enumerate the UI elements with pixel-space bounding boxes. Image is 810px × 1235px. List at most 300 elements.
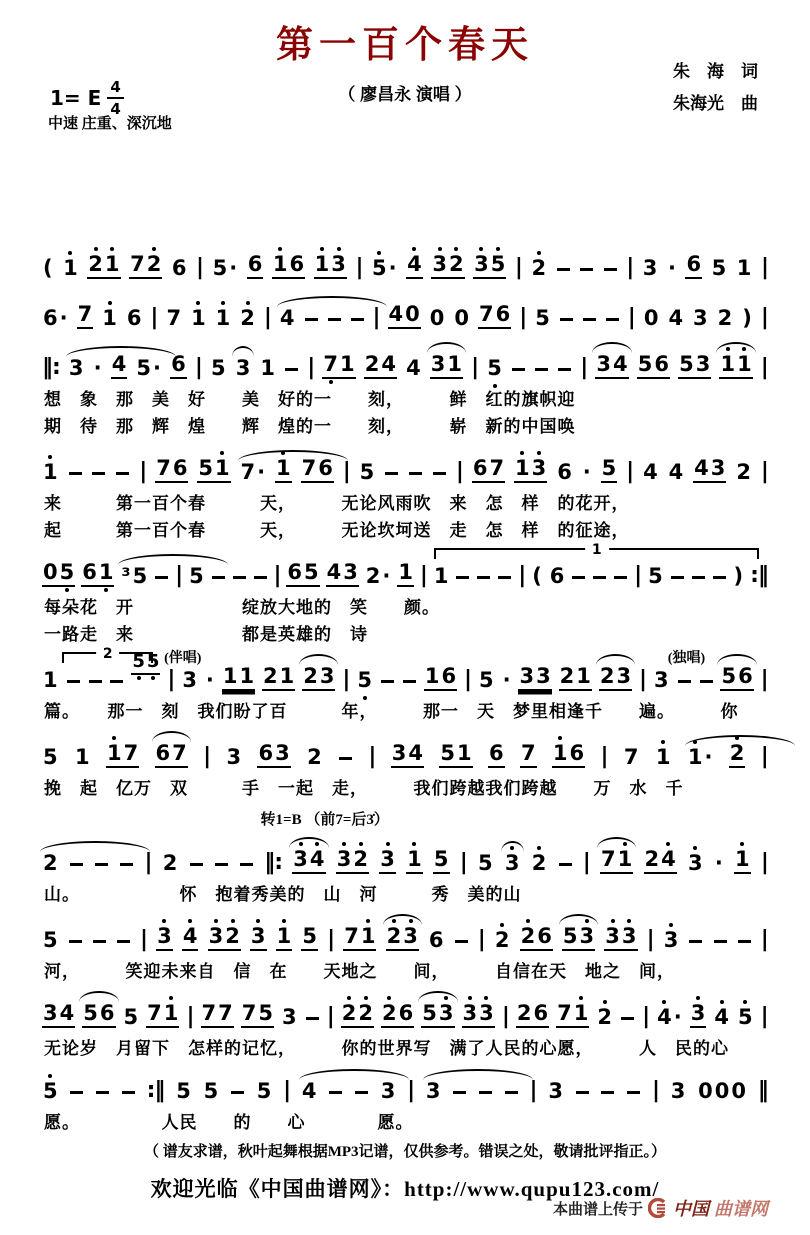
watermark [553,1195,768,1221]
note-token [201,1003,234,1028]
dash-mark [329,1091,342,1095]
performer-line: （ 廖昌永 演唱 ） [338,85,472,104]
note-digit: 5 [132,651,145,672]
note-digit: 6 [686,252,702,276]
credits [673,56,758,120]
note-token [516,1003,549,1028]
note-token [486,358,503,379]
note-token [68,358,85,379]
note-token [502,670,512,691]
lyric-line: 河， 笑迎未来自 信 在 天地之 间， 自信在天 地之 间， [44,962,675,981]
note-token [256,1081,273,1102]
barline: | [529,1078,537,1103]
note-token [326,562,359,587]
note-token [454,940,469,952]
note-digit: 3 [250,924,266,948]
note-token [74,747,91,768]
note-digit: 1 [447,352,463,376]
lyric-line: 来 第一百个春 天， 无论风雨吹 来 怎 样 的花开， [44,494,630,513]
dash-mark [381,680,394,684]
notation-line [40,986,770,1033]
note-token [165,308,182,329]
note-digit: 6 [533,1001,549,1025]
note-token [699,680,714,692]
note-token [402,680,417,692]
note-token [359,462,376,483]
note-digit: 4 [406,356,421,380]
dash-mark [403,680,416,684]
note-token [120,566,148,587]
note-token [408,472,423,484]
note-digit: 6 [428,928,444,952]
note-token [247,254,264,279]
barline: | [175,563,183,588]
lyricist-credit: 朱 海 词 [673,62,758,81]
note-token [135,358,162,379]
note-digit: 6 [738,664,753,688]
note-digit: 3 [531,456,547,480]
note-digit: 6 [247,252,263,276]
note-token [276,926,293,951]
note-digit: 6 [43,306,58,330]
note-digit: 1 [340,352,355,376]
dash-mark [155,576,168,580]
note-digit: 1 [191,306,206,330]
note-digit: · [382,564,391,588]
note-token [328,1091,343,1103]
song-title: 第一百个春天 [276,24,534,65]
note-digit: 7 [323,352,338,376]
barline: | [626,459,634,484]
note-token [356,670,373,691]
dash-mark [95,863,108,867]
note-digit: 5 [359,460,375,484]
music-system [40,726,770,829]
note-token [155,743,188,768]
music-system [40,986,770,1060]
dash-mark [572,576,585,580]
note-token [170,354,187,379]
note-token [77,304,94,329]
dash-mark [93,940,106,944]
note-digit: 6 [82,560,97,584]
note-digit: 1 [687,745,703,769]
note-token [68,472,83,484]
note-digit: 1 [552,741,568,765]
note-digit: 7 [344,924,359,948]
note-token [381,1003,414,1028]
note-digit: 0 [731,1079,746,1103]
note-digit: 5 [83,1001,98,1025]
barline: :‖ [146,1078,165,1103]
note-digit: 0 [698,1079,713,1103]
note-token [240,462,267,483]
note-digit: 7 [130,252,145,276]
barline: | [627,305,635,330]
note-digit: 4 [301,1079,317,1103]
vocal-part-label: (伴唱) [164,651,202,666]
note-digit: 4 [309,847,325,871]
music-system [40,832,770,906]
note-digit: 6 [155,741,171,765]
note-digit: 4 [661,847,676,871]
dash-mark [678,680,691,684]
dash-mark [285,368,298,372]
note-digit: 6 [557,460,572,484]
note-token [94,863,109,875]
note-token [322,354,355,379]
slur-arc [427,342,466,353]
note-token [734,849,751,874]
note-digit: 6 [654,352,669,376]
barline: | [203,744,211,769]
note-token [497,576,512,588]
dash-mark [621,1017,634,1021]
note-token [603,268,618,280]
note-token [241,1003,274,1028]
dash-mark [89,680,102,684]
note-token [284,368,299,380]
note-token [494,930,511,951]
note-token [123,1007,140,1028]
note-digit: 5 [176,1079,191,1103]
barline: | [194,355,202,380]
dash-mark [560,318,573,322]
brand-name-dark: 中国 [673,1199,709,1219]
note-token [643,308,660,329]
note-digit: 2 [644,847,660,871]
barline: | [455,459,463,484]
note-token [642,462,659,483]
note-token [717,308,734,329]
note-token [549,566,566,587]
slur-arc [289,837,328,848]
note-token [424,666,457,691]
note-token [688,940,703,952]
dash-mark [505,1091,518,1095]
music-system [40,441,770,542]
note-digit: 2 [386,924,402,948]
dash-mark [409,472,422,476]
barline: | [642,1004,650,1029]
note-digit: 4 [668,460,684,484]
note-digit: 1 [43,668,58,692]
barline: | [760,305,768,330]
note-digit: ) [733,564,744,588]
note-digit: 3 [319,664,335,688]
notation-line [40,909,770,956]
lyric-line: 山。 怀 抱着秀美的 山 河 秀 美的山 [44,885,522,904]
note-digit: · [582,460,591,484]
note-digit: 3 [438,1001,454,1025]
note-token [736,258,753,279]
note-token [711,258,728,279]
music-system [40,287,770,334]
barline: | [760,744,768,769]
note-digit: 5 [210,356,226,380]
note-token [668,462,685,483]
note-token [667,308,684,329]
note-token [733,566,745,587]
note-token [197,458,230,483]
note-token [647,566,664,587]
note-digit: 2 [240,306,255,330]
dash-mark [110,680,123,684]
note-digit: ³ [121,564,131,588]
note-digit: 3 [690,1001,706,1025]
note-digit: 7 [156,456,171,480]
note-digit: 5 [535,306,550,330]
note-digit: 3 [343,560,358,584]
note-token [556,462,573,483]
barline: | [186,1004,194,1029]
time-denominator: 4 [107,97,123,118]
composer-credit: 朱海光 曲 [673,94,758,113]
note-token [82,1003,115,1028]
slur-arc [597,837,636,848]
note-token [534,368,549,380]
note-token [562,926,595,951]
note-token [605,318,620,330]
barline: | [150,305,158,330]
note-digit: 5 [43,928,58,952]
note-digit: 1 [214,456,230,480]
note-digit: 4 [182,924,198,948]
note-token [272,254,305,279]
note-digit: 6 [569,741,585,765]
note-token [613,576,628,588]
note-token [286,562,319,587]
note-digit: 5 [357,668,373,692]
barline: | [760,667,768,692]
note-digit: 1 [104,252,120,276]
note-digit: 5 [440,741,455,765]
note-token [592,576,607,588]
barline: | [646,927,654,952]
note-digit: 6 [171,352,186,376]
note-digit: 1 [515,456,530,480]
note-token [68,940,83,952]
note-digit: 2 [365,564,381,588]
dash-mark [67,680,80,684]
note-digit: 6 [318,456,333,480]
dash-mark [580,268,593,272]
note-digit: 1 [102,306,117,330]
notation-line [40,832,770,879]
note-digit: 5 [433,847,449,871]
dash-mark [233,576,246,580]
barline: | [760,459,768,484]
note-digit: 3 [380,847,395,871]
note-digit: 6 [549,564,565,588]
note-digit: 5 [487,356,502,380]
note-token [552,743,585,768]
barline: | [273,563,281,588]
dash-mark [559,863,572,867]
note-token [557,368,572,380]
note-digit: 2 [358,1001,373,1025]
dash-mark [606,318,619,322]
note-digit: 3 [432,252,447,276]
note-token [620,1017,635,1029]
note-digit: 3 [275,741,290,765]
note-token [596,1007,613,1028]
note-token [190,308,207,329]
note-digit: 1 [279,664,295,688]
dash-mark [627,1091,640,1095]
notation-line [40,441,770,488]
dash-mark [305,318,318,322]
note-digit: 2 [382,1001,397,1025]
note-digit: 7 [623,745,639,769]
dash-mark [477,576,490,580]
note-token [685,254,702,279]
note-digit: 2 [597,1005,613,1029]
note-digit: · [205,668,214,692]
dash-mark [557,268,570,272]
note-digit: 3 [68,356,84,380]
note-token [69,863,84,875]
barline: | [342,667,350,692]
barline: ‖: [42,355,60,380]
note-token [156,926,173,951]
notation-line [40,1063,770,1107]
note-digit: 4 [279,306,295,330]
note-digit: 3 [596,352,612,376]
note-token [678,354,711,379]
note-digit: 5 [302,924,317,948]
music-system [40,237,770,284]
note-token [604,926,637,951]
note-digit: 0 [454,306,469,330]
note-token [301,458,334,483]
note-token [121,1091,136,1103]
note-token [453,308,470,329]
note-digit: 6 [258,741,274,765]
dash-mark [355,1091,368,1095]
slur-arc [716,342,755,353]
note-token [119,863,134,875]
site-link-text: 欢迎光临《中国曲谱网》：http://www.qupu123.com/ [150,1177,660,1201]
note-token [205,670,215,691]
note-token [713,1007,730,1028]
note-token [214,863,229,875]
note-token [433,849,450,874]
note-digit: 1 [98,560,114,584]
note-token [155,458,188,483]
note-digit: 5 [711,256,727,280]
barline: | [514,255,522,280]
barline: | [368,744,376,769]
dash-mark [190,863,203,867]
note-digit: 2 [717,306,733,330]
barline: | [464,667,472,692]
note-token [257,743,290,768]
note-token [421,1003,454,1028]
note-digit: 1 [655,745,671,769]
note-digit: 7 [147,1001,162,1025]
note-digit: 7 [166,306,182,330]
note-digit: 5 [43,1079,58,1103]
dash-mark [339,757,352,761]
note-digit: 5 [59,560,75,584]
dash-mark [601,1091,614,1095]
note-token [452,1091,467,1103]
note-digit: 1 [617,847,633,871]
note-token [462,1003,495,1028]
note-digit: 7 [557,1001,572,1025]
note-token [714,853,724,874]
note-token [91,472,106,484]
note-digit: · [59,306,68,330]
note-digit: 1 [457,741,472,765]
note-digit: 1 [737,352,752,376]
dash-mark [96,1091,109,1095]
lyric-line: 篇。 那一 刻 我们盼了百 年， 那一 天 梦里相逢千 遍。 你 [44,702,739,721]
note-digit: 5 [601,456,617,480]
note-token [595,354,628,379]
note-digit: 3 [693,306,708,330]
dash-mark [479,1091,492,1095]
dash-mark [713,576,726,580]
note-token [656,1007,683,1028]
note-token [42,670,59,691]
slur-arc [232,346,255,357]
note-token [154,576,169,588]
note-token [582,462,592,483]
barline: | [419,563,427,588]
note-digit: 1 [222,664,238,688]
note-token [379,849,396,874]
score [0,105,810,1134]
note-digit: 1 [407,847,422,871]
note-token [380,680,395,692]
lyric-line: 一路走 来 都是英雄的 诗 [44,625,368,644]
note-token [62,258,79,279]
note-digit: 6 [537,924,552,948]
note-token [431,254,464,279]
note-digit: 2 [729,741,745,765]
lyric-line: 期 待 那 辉 煌 辉 煌的一 刻， 崭 新的中国唤 [44,417,576,436]
note-token [146,1003,179,1028]
note-token [713,940,728,952]
note-token [354,1091,369,1103]
note-token [181,670,198,691]
dash-mark [604,268,617,272]
slur-arc [418,991,457,1002]
note-digit: 6 [287,560,303,584]
note-digit: 6 [398,1001,414,1025]
note-digit: 4 [694,456,709,480]
note-token [292,849,325,874]
dash-mark [351,318,364,322]
note-token [111,354,128,379]
note-token [42,853,59,874]
note-digit: 3 [226,745,242,769]
note-digit: 2 [531,851,547,875]
note-digit: 3 [579,924,595,948]
barline: ‖ [757,1078,768,1103]
note-token [239,863,254,875]
note-digit: 2 [736,460,751,484]
lyric-line: 每朵花 开 绽放大地的 笑 颜。 [44,598,440,617]
note-digit: 3 [605,924,620,948]
note-token [338,757,353,769]
dash-mark [70,1091,83,1095]
note-token [171,258,188,279]
note-digit: 7 [301,456,317,480]
note-digit: 3 [282,1005,297,1029]
